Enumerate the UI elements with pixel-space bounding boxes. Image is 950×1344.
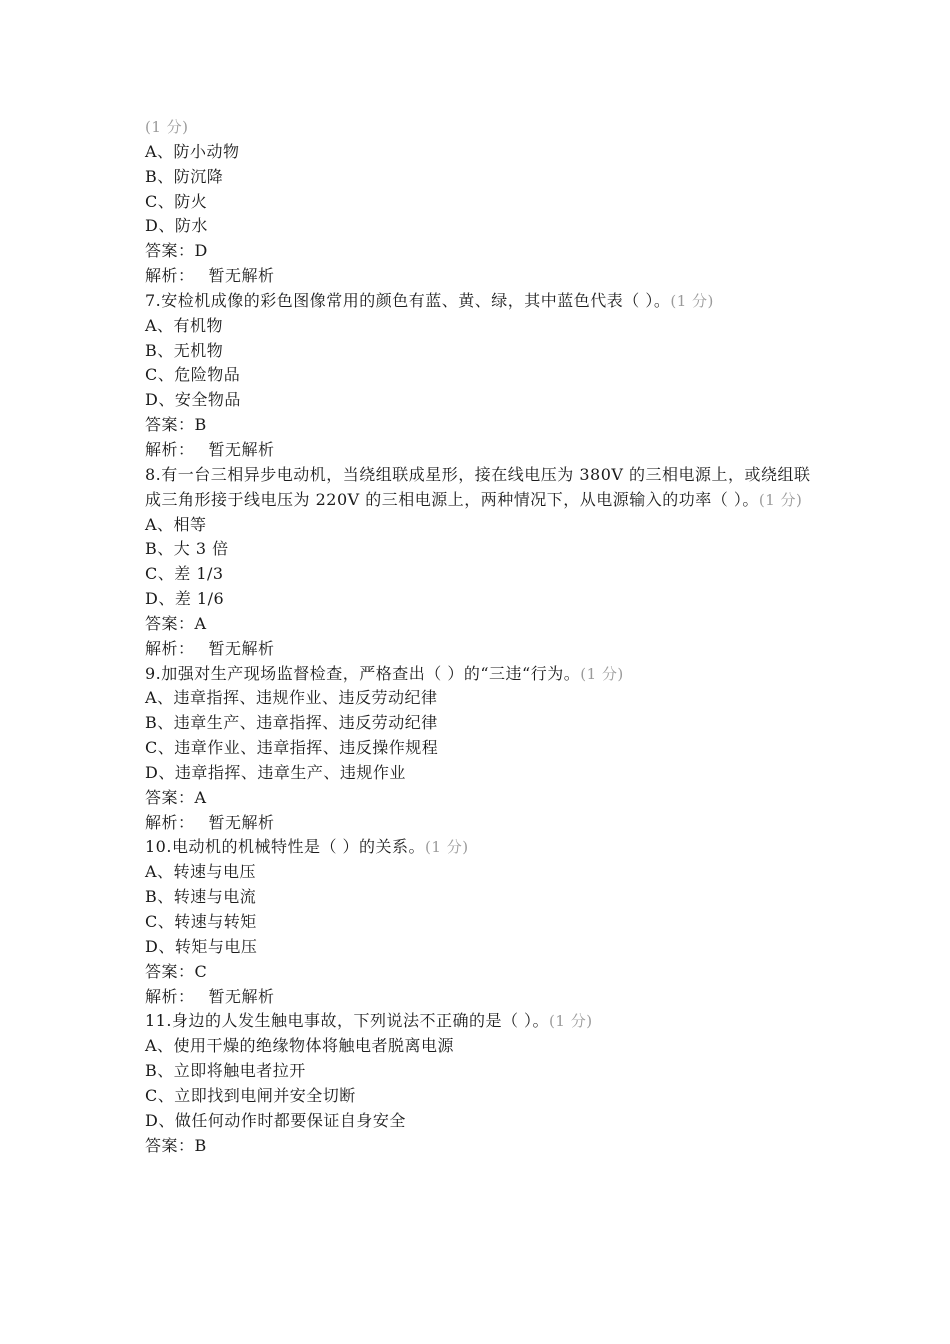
analysis: 解析： 暂无解析 (145, 812, 275, 832)
analysis: 解析： 暂无解析 (145, 439, 275, 459)
question-score: (1 分) (549, 1012, 593, 1031)
question-stem: 10.电动机的机械特性是（ ）的关系。(1 分) (145, 837, 469, 857)
option-c: C、立即找到电闸并安全切断 (145, 1085, 356, 1105)
option-a: A、使用干燥的绝缘物体将触电者脱离电源 (145, 1036, 455, 1056)
question-score: (1 分) (670, 291, 714, 310)
question-stem: 9.加强对生产现场监督检查，严格查出（ ）的“三违“行为。(1 分) (145, 663, 624, 683)
answer: 答案：A (145, 613, 207, 633)
option-c: C、危险物品 (145, 365, 241, 385)
option-d: D、违章指挥、违章生产、违规作业 (145, 762, 406, 782)
answer: 答案：D (145, 241, 208, 261)
answer: 答案：A (145, 787, 207, 807)
question-score: (1 分) (758, 490, 803, 509)
option-b: B、大 3 倍 (145, 539, 229, 559)
option-c: C、防火 (145, 191, 208, 211)
option-d: D、安全物品 (145, 390, 241, 410)
question-stem: 11.身边的人发生触电事故，下列说法不正确的是（ ）。(1 分) (145, 1011, 593, 1031)
option-a: A、相等 (145, 514, 207, 534)
question-score: (1 分) (425, 838, 469, 857)
answer: 答案：B (145, 1135, 207, 1155)
document-page (145, 115, 825, 1158)
option-d: D、防水 (145, 216, 208, 236)
option-b: B、立即将触电者拉开 (145, 1061, 306, 1081)
option-a: A、转速与电压 (145, 862, 257, 882)
analysis: 解析： 暂无解析 (145, 266, 275, 286)
question-score: (1 分) (145, 118, 189, 136)
question-score: (1 分) (580, 664, 624, 683)
option-d: D、差 1/6 (145, 589, 225, 609)
question-stem: 8.有一台三相异步电动机，当绕组联成星形，接在线电压为 380V 的三相电源上，或绕组联成三角形接于线电压为 220V 的三相电源上，两种情况下，从电源输入的功率（ ）。(1 分) (145, 464, 811, 509)
option-d: D、做任何动作时都要保证自身安全 (145, 1110, 406, 1130)
option-b: B、违章生产、违章指挥、违反劳动纪律 (145, 713, 438, 733)
option-b: B、无机物 (145, 340, 224, 360)
question-stem: 7.安检机成像的彩色图像常用的颜色有蓝、黄、绿，其中蓝色代表（ ）。(1 分) (145, 290, 714, 310)
option-b: B、防沉降 (145, 166, 224, 186)
option-a: A、有机物 (145, 315, 224, 335)
answer: 答案：B (145, 415, 207, 435)
option-a: A、违章指挥、违规作业、违反劳动纪律 (145, 688, 438, 708)
answer: 答案：C (145, 961, 208, 981)
option-c: C、差 1/3 (145, 564, 224, 584)
option-b: B、转速与电流 (145, 887, 257, 907)
option-c: C、违章作业、违章指挥、违反操作规程 (145, 738, 439, 758)
analysis: 解析： 暂无解析 (145, 986, 275, 1006)
option-c: C、转速与转矩 (145, 912, 257, 931)
option-d: D、转矩与电压 (145, 936, 258, 956)
analysis: 解析： 暂无解析 (145, 638, 275, 658)
option-a: A、防小动物 (145, 141, 240, 161)
